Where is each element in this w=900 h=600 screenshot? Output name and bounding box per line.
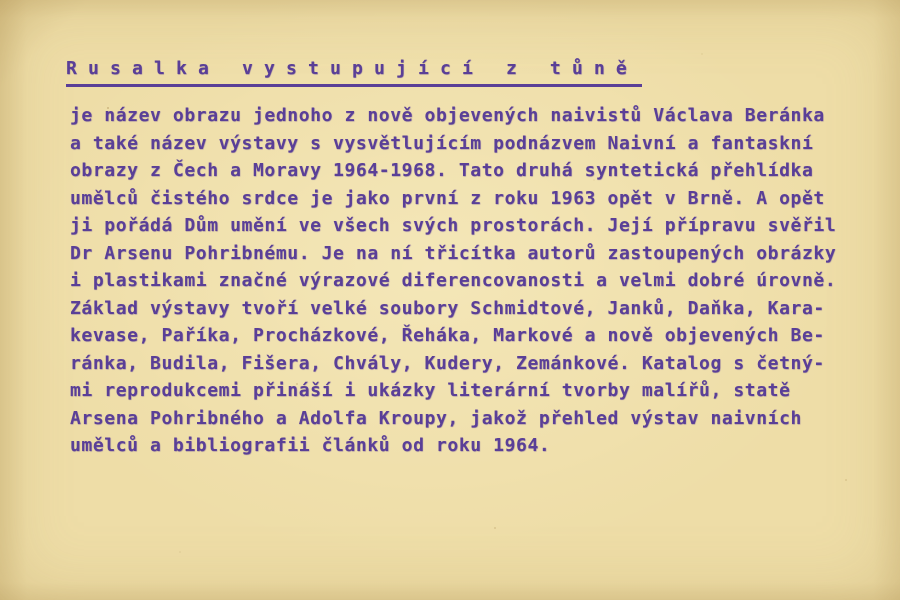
paragraph-line: i plastikami značné výrazové diferencovanosti a velmi dobré úrovně.: [70, 270, 837, 291]
paragraph-line: ránka, Budila, Fišera, Chvály, Kudery, Zemánkové. Katalog s četný-: [70, 352, 825, 374]
paragraph-line: obrazy z Čech a Moravy 1964-1968. Tato druhá syntetická přehlídka: [70, 160, 814, 181]
paragraph-line: mi reprodukcemi přináší i ukázky literární tvorby malířů, statě: [70, 380, 791, 401]
paragraph-line: Arsena Pohribného a Adolfa Kroupy, jakož přehled výstav naivních: [70, 407, 802, 429]
paragraph-line: umělců a bibliografii článků od roku 1964.: [70, 435, 551, 456]
document-title: Rusalka vystupující z tůně: [66, 58, 642, 87]
paragraph-line: kevase, Paříka, Procházkové, Řeháka, Markové a nově objevených Be-: [70, 325, 825, 346]
paragraph-line: Základ výstavy tvoří velké soubory Schmidtové, Janků, Daňka, Kara-: [70, 297, 825, 319]
paragraph-line: a také název výstavy s vysvětlujícím podnázvem Naivní a fantaskní: [70, 132, 814, 154]
document-paragraph: [70, 102, 860, 460]
paragraph-line: je název obrazu jednoho z nově objevených naivistů Václava Beránka: [70, 105, 825, 126]
paragraph-line: umělců čistého srdce je jako první z roku 1963 opět v Brně. A opět: [70, 187, 825, 209]
paragraph-line: Dr Arsenu Pohribnému. Je na ní třicítka autorů zastoupených obrázky: [70, 242, 837, 264]
paragraph-line: ji pořádá Dům umění ve všech svých prostorách. Její přípravu svěřil: [70, 215, 837, 236]
